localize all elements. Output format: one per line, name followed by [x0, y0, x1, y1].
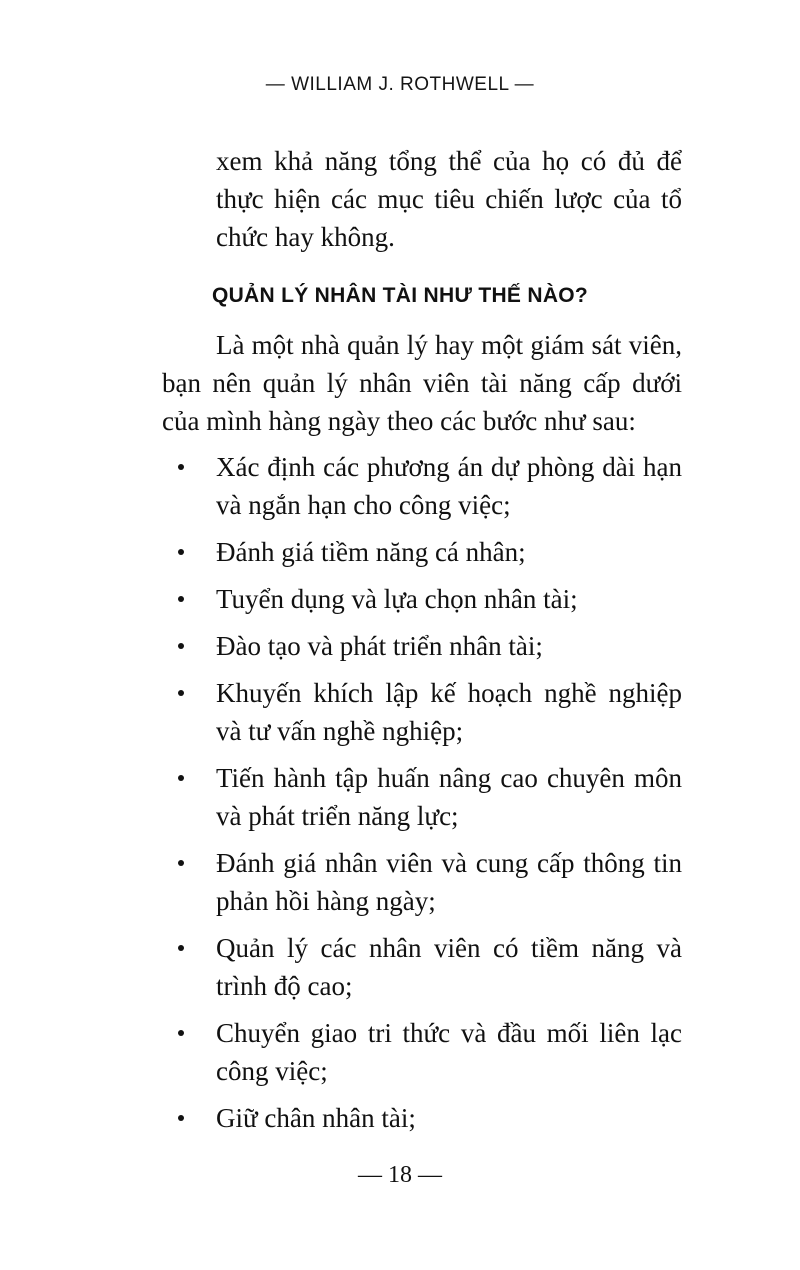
- bullet-item: [0, 1014, 800, 1090]
- bullet-text: Xác định các phương án dự phòng dài hạn và ngắn hạn cho công việc;: [216, 452, 682, 520]
- bullet-dot-icon: [178, 860, 184, 866]
- bullet-item: [0, 533, 800, 571]
- bullet-item: [0, 1099, 800, 1137]
- bullet-text: Đánh giá tiềm năng cá nhân;: [216, 537, 526, 567]
- bullet-dot-icon: [178, 775, 184, 781]
- intro-paragraph: Là một nhà quản lý hay một giám sát viên, bạn nên quản lý nhân viên tài năng cấp dưới của mình hàng ngày theo các bước như sau:: [162, 330, 682, 436]
- bullet-dot-icon: [178, 690, 184, 696]
- bullet-item: [0, 580, 800, 618]
- bullet-text: Giữ chân nhân tài;: [216, 1103, 416, 1133]
- bullet-text: Đánh giá nhân viên và cung cấp thông tin phản hồi hàng ngày;: [216, 848, 682, 916]
- bullet-item: [0, 627, 800, 665]
- bullet-dot-icon: [178, 945, 184, 951]
- continued-paragraph: xem khả năng tổng thể của họ có đủ để thực hiện các mục tiêu chiến lược của tổ chức hay không.: [216, 146, 682, 252]
- bullet-dot-icon: [178, 549, 184, 555]
- bullet-dot-icon: [178, 1115, 184, 1121]
- bullet-text: Đào tạo và phát triển nhân tài;: [216, 631, 543, 661]
- bullet-text: Tuyển dụng và lựa chọn nhân tài;: [216, 584, 578, 614]
- bullet-item: [0, 844, 800, 920]
- bullet-text: Tiến hành tập huấn nâng cao chuyên môn và phát triển năng lực;: [216, 763, 682, 831]
- bullet-item: [0, 674, 800, 750]
- page-number: — 18 —: [358, 1162, 442, 1188]
- bullet-dot-icon: [178, 596, 184, 602]
- bullet-list: [0, 448, 800, 1146]
- bullet-dot-icon: [178, 464, 184, 470]
- running-head: — WILLIAM J. ROTHWELL —: [265, 74, 535, 95]
- bullet-dot-icon: [178, 1030, 184, 1036]
- bullet-item: [0, 929, 800, 1005]
- bullet-item: [0, 448, 800, 524]
- bullet-text: Chuyển giao tri thức và đầu mối liên lạc công việc;: [216, 1018, 682, 1086]
- bullet-dot-icon: [178, 643, 184, 649]
- bullet-text: Quản lý các nhân viên có tiềm năng và trình độ cao;: [216, 933, 682, 1001]
- bullet-item: [0, 759, 800, 835]
- section-heading: QUẢN LÝ NHÂN TÀI NHƯ THẾ NÀO?: [211, 284, 589, 307]
- bullet-text: Khuyến khích lập kế hoạch nghề nghiệp và tư vấn nghề nghiệp;: [216, 678, 682, 746]
